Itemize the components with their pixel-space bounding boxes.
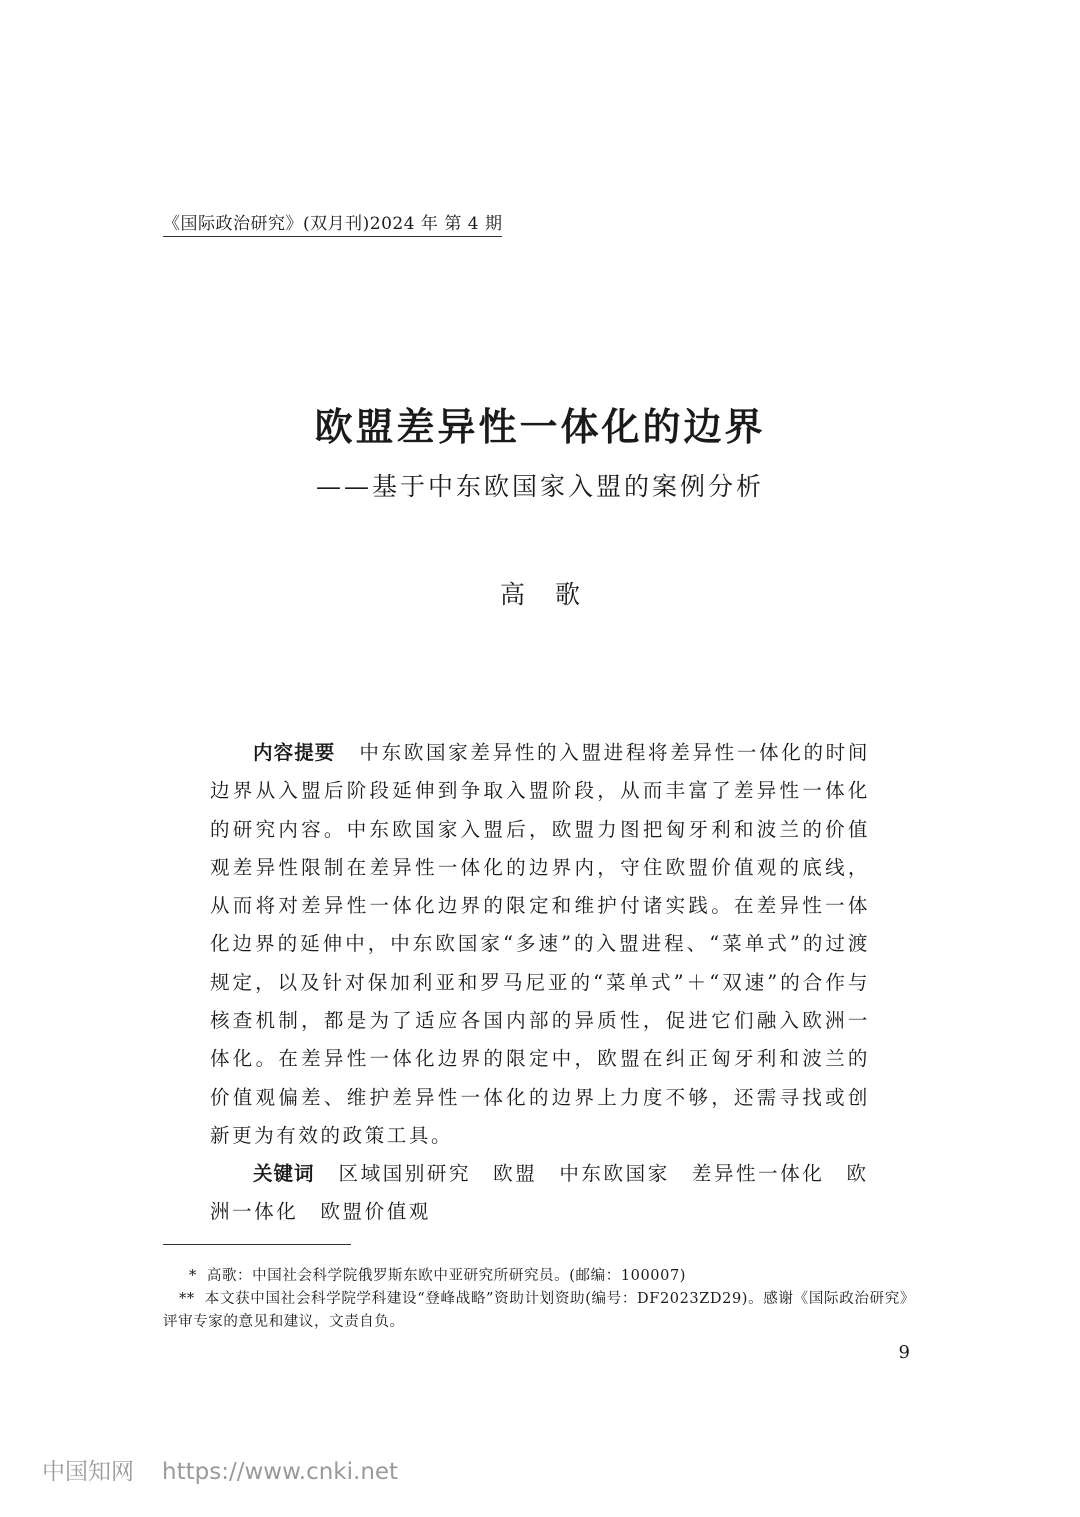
watermark-brand: 中国知网: [42, 1459, 134, 1485]
page-number: 9: [898, 1342, 910, 1363]
footnote-text: 高歌：中国社会科学院俄罗斯东欧中亚研究所研究员。(邮编：100007): [206, 1268, 687, 1284]
footnote-2: [163, 1288, 915, 1334]
keyword-item: 中东欧国家: [559, 1162, 670, 1185]
abstract: [210, 734, 870, 1155]
keyword-item: 差异性一体化: [691, 1162, 825, 1185]
footnote-mark: **: [179, 1291, 195, 1307]
watermark-url: https://www.cnki.net: [162, 1459, 399, 1485]
keywords-label: 关键词: [253, 1162, 315, 1185]
keyword-item: 欧盟价值观: [320, 1200, 431, 1223]
watermark: [42, 1453, 398, 1486]
abstract-label: 内容提要: [253, 741, 336, 764]
abstract-text: 中东欧国家差异性的入盟进程将差异性一体化的时间边界从入盟后阶段延伸到争取入盟阶段，从而丰富了差异性一体化的研究内容。中东欧国家入盟后，欧盟力图把匈牙利和波兰的价值观差异性限制在差异性一体化的边界内，守住欧盟价值观的底线，从而将对差异性一体化边界的限定和维护付诸实践。在差异性一体化边界的延伸中，中东欧国家“多速”的入盟进程、“菜单式”的过渡规定，以及针对保加利亚和罗马尼亚的“菜单式”＋“双速”的合作与核查机制，都是为了适应各国内部的异质性，促进它们融入欧洲一体化。在差异性一体化边界的限定中，欧盟在纠正匈牙利和波兰的价值观偏差、维护差异性一体化的边界上力度不够，还需寻找或创新更为有效的政策工具。: [210, 741, 870, 1147]
footnotes: [163, 1265, 915, 1334]
footnote-mark: *: [189, 1268, 197, 1284]
footnote-1: [163, 1265, 915, 1288]
keyword-item: 欧洲一体化: [210, 1162, 869, 1223]
article-author: 高歌: [499, 580, 610, 609]
footnote-divider: [163, 1244, 351, 1245]
keywords: [210, 1155, 870, 1231]
keyword-item: 欧盟: [493, 1162, 538, 1185]
journal-header: 《国际政治研究》(双月刊)2024 年 第 4 期: [163, 209, 502, 237]
article-subtitle: ——基于中东欧国家入盟的案例分析: [315, 472, 764, 501]
footnote-text: 本文获中国社会科学院学科建设“登峰战略”资助计划资助(编号：DF2023ZD29)。感谢《国际政治研究》评审专家的意见和建议，文责自负。: [163, 1291, 915, 1330]
keyword-item: 区域国别研究: [338, 1162, 472, 1185]
article-title: 欧盟差异性一体化的边界: [314, 405, 766, 449]
